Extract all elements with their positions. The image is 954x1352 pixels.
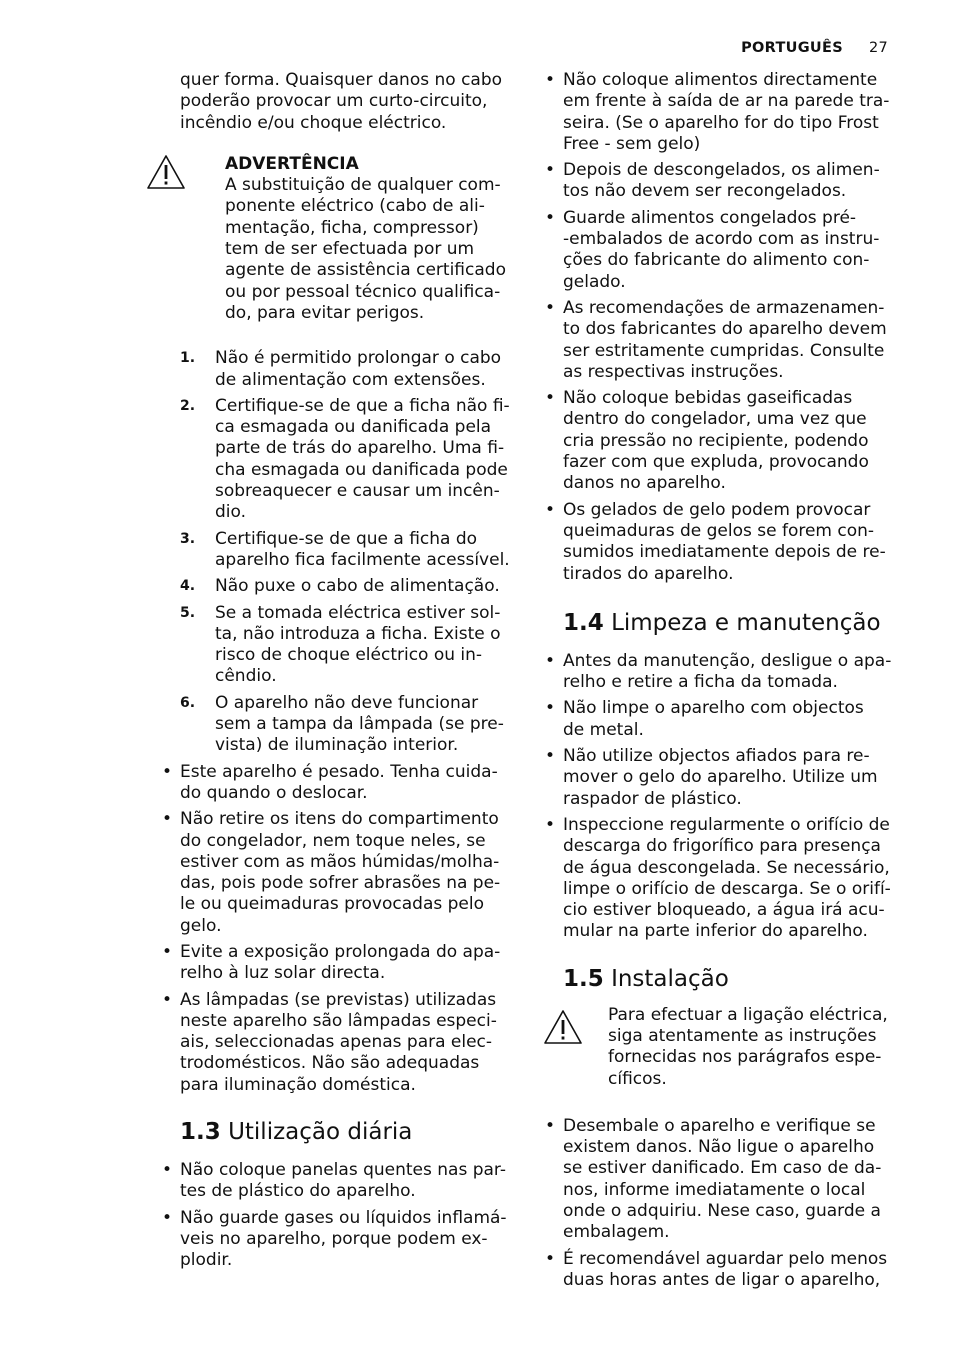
bullet-text: Antes da manutenção, desligue o apa- relho e retire a ficha da tomada.: [563, 650, 892, 693]
section-title: Instalação: [611, 965, 729, 992]
bullet-dot-icon: •: [162, 989, 173, 1010]
bullet-list: [545, 650, 899, 943]
item-number: 4.: [180, 578, 196, 595]
bullet-dot-icon: •: [545, 70, 556, 90]
warning-triangle-icon: [543, 1009, 583, 1045]
header-language: PORTUGUÊS: [741, 40, 843, 56]
bullet-item: [545, 297, 899, 383]
bullet-item: [545, 499, 899, 585]
section-heading-1-3: [180, 1118, 516, 1146]
bullet-dot-icon: •: [162, 1207, 173, 1228]
bullet-dot-icon: •: [545, 746, 556, 767]
bullet-dot-icon: •: [545, 1115, 556, 1136]
bullet-dot-icon: •: [545, 388, 556, 409]
item-text: Se a tomada eléctrica estiver sol- ta, não introduza a ficha. Existe o risco de choque eléctrico ou in- cêndio.: [215, 602, 501, 687]
section-heading-1-5: [563, 965, 899, 993]
bullet-item: [545, 698, 899, 741]
bullet-text: Não coloque panelas quentes nas par- tes de plástico do aparelho.: [180, 1160, 506, 1202]
bullet-item: [545, 160, 899, 203]
bullet-item: [162, 761, 516, 805]
warning-text: Para efectuar a ligação eléctrica, siga atentamente as instruções fornecidas nos parágrafos espe- cíficos.: [608, 1004, 888, 1089]
bullet-dot-icon: •: [162, 941, 173, 962]
item-number: 5.: [180, 604, 196, 621]
item-number: 6.: [180, 694, 196, 711]
bullet-dot-icon: •: [545, 297, 556, 318]
bullet-dot-icon: •: [545, 499, 556, 520]
item-text: Certifique-se de que a ficha do aparelho fica facilmente acessível.: [215, 528, 510, 570]
bullet-text: Este aparelho é pesado. Tenha cuida- do quando o deslocar.: [180, 761, 498, 803]
bullet-item: [162, 1207, 516, 1272]
warning-triangle-icon: [146, 154, 186, 190]
warning-title: ADVERTÊNCIA: [225, 153, 359, 174]
item-number: 1.: [180, 350, 196, 367]
bullet-dot-icon: •: [162, 1160, 173, 1181]
numbered-item: [180, 693, 516, 757]
bullet-text: Não limpe o aparelho com objectos de metal.: [563, 698, 864, 740]
item-text: Certifique-se de que a ficha não fi- ca esmagada ou danificada pela parte de trás do aparelho. Uma fi- cha esmagada ou danificada pode sobreaquecer e causar um incên- dio.: [215, 395, 510, 523]
numbered-item: [180, 396, 516, 524]
bullet-item: [545, 650, 899, 694]
bullet-text: Guarde alimentos congelados pré- -embalados de acordo com as instru- ções do fabricante do alimento con- gelado.: [563, 207, 880, 292]
bullet-dot-icon: •: [545, 698, 556, 719]
bullet-item: [162, 809, 516, 937]
bullet-text: Não guarde gases ou líquidos inflamá- veis no aparelho, porque podem ex- plodir.: [180, 1207, 507, 1271]
section-number: 1.3: [180, 1119, 221, 1146]
page-header: [741, 38, 888, 59]
bullet-list: [162, 761, 516, 1096]
bullet-dot-icon: •: [162, 809, 173, 830]
numbered-item: [180, 576, 516, 597]
intro-paragraph: quer forma. Quaisquer danos no cabo poderão provocar um curto-circuito, incêndio e/ou choque eléctrico.: [180, 70, 503, 133]
bullet-dot-icon: •: [545, 650, 556, 671]
item-text: Não é permitido prolongar o cabo de alimentação com extensões.: [215, 348, 502, 390]
warning-text: A substituição de qualquer com- ponente eléctrico (cabo de ali- mentação, ficha, compressor) tem de ser efectuada por um agente de assistência certificado ou por pessoal técnico qualifica- do, para evitar perigos.: [225, 175, 506, 323]
bullet-text: Os gelados de gelo podem provocar queimaduras de gelos se forem con- sumidos imediatamente depois de re- tirados do aparelho.: [563, 499, 886, 584]
bullet-text: Não utilize objectos afiados para re- mover o gelo do aparelho. Utilize um raspador de plástico.: [563, 746, 878, 809]
bullet-dot-icon: •: [545, 814, 556, 835]
bullet-text: Não coloque alimentos directamente em frente à saída de ar na parede tra- seira. (Se o aparelho for do tipo Frost Free - sem gelo): [563, 70, 890, 154]
bullet-text: Não retire os itens do compartimento do congelador, nem toque neles, se estiver com as mãos húmidas/molha- das, pois pode sofrer abrasões na pe- le ou queimaduras provocadas pelo gelo.: [180, 809, 501, 936]
bullet-dot-icon: •: [545, 160, 556, 181]
bullet-item: [162, 989, 516, 1096]
numbered-item: [180, 603, 516, 688]
bullet-list: [545, 70, 899, 585]
left-column: [162, 70, 516, 1277]
item-text: O aparelho não deve funcionar sem a tampa da lâmpada (se pre- vista) de iluminação interior.: [215, 692, 504, 756]
numbered-list: [180, 348, 516, 756]
item-number: 3.: [180, 530, 196, 547]
section-number: 1.5: [563, 965, 604, 992]
bullet-text: Desembale o aparelho e verifique se existem danos. Não ligue o aparelho se estiver danificado. Em caso de da- nos, informe imediatamente o local onde o adquiriu. Nese caso, guarde a embalagem.: [563, 1115, 882, 1243]
bullet-item: [545, 70, 899, 155]
bullet-item: [162, 1160, 516, 1203]
warning-box: [563, 1005, 899, 1090]
bullet-dot-icon: •: [545, 1248, 556, 1269]
bullet-text: Não coloque bebidas gaseificadas dentro do congelador, uma vez que cria pressão no recipiente, podendo fazer com que expluda, provocando danos no aparelho.: [563, 388, 869, 494]
bullet-text: Evite a exposição prolongada do apa- relho à luz solar directa.: [180, 941, 501, 984]
bullet-item: [162, 941, 516, 985]
warning-box: [180, 154, 516, 324]
bullet-item: [545, 207, 899, 293]
bullet-text: As recomendações de armazenamen- to dos fabricantes do aparelho devem ser estritamente cumpridas. Consulte as respectivas instruções.: [563, 297, 887, 382]
bullet-item: [545, 388, 899, 494]
numbered-item: [180, 529, 516, 572]
numbered-item: [180, 348, 516, 391]
bullet-item: [545, 746, 899, 810]
item-number: 2.: [180, 397, 196, 414]
bullet-dot-icon: •: [545, 207, 556, 228]
page-number: 27: [868, 40, 888, 56]
item-text: Não puxe o cabo de alimentação.: [215, 576, 500, 597]
bullet-text: Inspeccione regularmente o orifício de descarga do frigorífico para presença de água descongelada. Se necessário, limpe o orifício de descarga. Se o orifí- cio estiver bloqueado, a água irá acu- mular na parte inferior do aparelho.: [563, 814, 891, 942]
bullet-list: [545, 1115, 899, 1291]
bullet-item: [545, 1248, 899, 1292]
section-heading-1-4: [563, 609, 899, 637]
bullet-text: Depois de descongelados, os alimen- tos não devem ser recongelados.: [563, 160, 880, 202]
section-title: Utilização diária: [228, 1119, 413, 1146]
bullet-item: [545, 1115, 899, 1244]
right-column: [545, 70, 899, 1296]
bullet-text: As lâmpadas (se previstas) utilizadas neste aparelho são lâmpadas especi- ais, seleccionadas apenas para elec- trodomésticos. Não são adequadas para iluminação doméstica.: [180, 989, 497, 1095]
bullet-dot-icon: •: [162, 761, 173, 782]
bullet-item: [545, 814, 899, 943]
section-number: 1.4: [563, 609, 604, 636]
bullet-list: [162, 1160, 516, 1271]
bullet-text: É recomendável aguardar pelo menos duas horas antes de ligar o aparelho,: [563, 1248, 888, 1290]
section-title: Limpeza e manutenção: [611, 609, 881, 636]
